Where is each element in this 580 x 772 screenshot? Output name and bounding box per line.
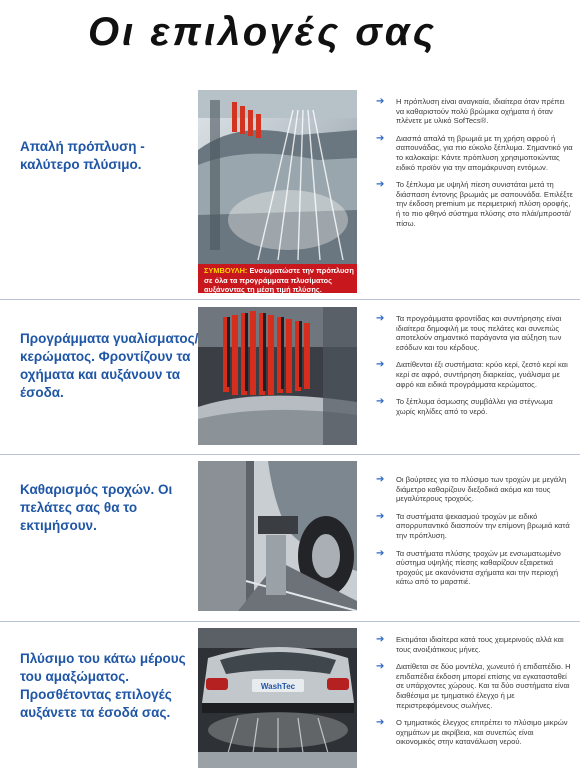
- section-heading-prewash: Απαλή πρόπλυση - καλύτερο πλύσιμο.: [20, 139, 145, 172]
- list-item: ➔ Οι βούρτσες για το πλύσιμο των τροχών με μεγάλη διάμετρο καθαρίζουν διεξοδικά ακόμα και τους μεγαλύτερους τροχούς.: [376, 474, 567, 504]
- list-item: ➔ Η πρόπλυση είναι αναγκαία, ιδιαίτερα όταν πρέπει να καθαριστούν πολύ βρώμικα οχήματα ή όταν πλένετε με υλικό SofTecs®.: [376, 96, 565, 126]
- arrow-right-icon: ➔: [376, 132, 385, 144]
- section-divider: [0, 621, 580, 622]
- arrow-right-icon: ➔: [376, 510, 385, 522]
- arrow-right-icon: ➔: [376, 634, 385, 645]
- bullet-list-wheels: [372, 475, 574, 595]
- bullet-list-prewash: [372, 97, 574, 236]
- list-item: ➔ Τα συστήματα πλύσης τροχών με ενσωματωμένο σύστημα υψηλής πίεσης καθαρίζουν εξαιρετικά τροχούς με ακανόνιστα σχήματα και την περιοχή κάτω από το μαρσπιέ.: [376, 547, 561, 587]
- section-heading-wheels: Καθαρισμός τροχών. Οι πελάτες σας θα το εκτιμήσουν.: [20, 482, 173, 533]
- section-heading-underbody: Πλύσιμο του κάτω μέρους του αμαξώματος. Προσθέτοντας επιλογές αυξάνετε τα έσοδά σας.: [20, 651, 186, 720]
- bullet-list-wax: [372, 314, 574, 424]
- tip-text: Ενσωματώστε την πρόπλυση σε όλα τα προγράμματα πλυσίματος αυξάνοντας τη μέση τιμή πλύσης.: [204, 266, 354, 294]
- list-item: ➔ Διατίθενται έξι συστήματα: κρύο κερί, ζεστό κερί και κερί σε αφρό, συντήρηση διαρκείας, γυάλισμα με αφρό και ειδικά προγράμματα κερώματος.: [376, 359, 568, 389]
- list-item: ➔ Το ξέπλυμα με υψηλή πίεση συνιστάται μετά τη διάσπαση έντονης βρωμιάς με σαπουνάδα. Επιλέξτε την έκδοση premium με περιμετρική πλύση οροφής, ή το πιο φθηνό σύστημα πλύσης στο πλάι/μπροστά/πίσω.: [376, 179, 573, 228]
- arrow-right-icon: ➔: [376, 396, 385, 408]
- bullet-list-underbody: [372, 635, 574, 755]
- arrow-right-icon: ➔: [376, 474, 385, 485]
- plate-text: WashTec: [260, 682, 296, 691]
- list-item: ➔ Εκτιμάται ιδιαίτερα κατά τους χειμερινούς αλλά και τους ανοιξιάτικους μήνες.: [376, 634, 564, 654]
- photo-underbody: [198, 628, 357, 768]
- section-heading-wax: Προγράμματα γυαλίσματος/κερώματος. Φροντίζουν τα οχήματα και αυξάνουν τα έσοδα.: [20, 331, 199, 400]
- photo-prewash: [198, 90, 357, 264]
- arrow-right-icon: ➔: [376, 359, 385, 371]
- section-divider: [0, 299, 580, 300]
- arrow-right-icon: ➔: [376, 96, 385, 107]
- list-item: ➔ Ο τμηματικός έλεγχος επιτρέπει το πλύσιμο μικρών οχημάτων με ακρίβεια, και συνεπώς είναι οικονομικός στην κατανάλωση νερού.: [376, 717, 568, 747]
- arrow-right-icon: ➔: [376, 179, 385, 191]
- list-item: ➔ Τα συστήματα ψεκασμού τροχών με ειδικό απορρυπαντικό διασπούν την επίμονη βρωμιά κατά την πρόπλυση.: [376, 510, 570, 540]
- page-title: Οι επιλογές σας: [88, 10, 437, 54]
- section-divider: [0, 454, 580, 455]
- photo-wax: [198, 307, 357, 445]
- tip-label: ΣΥΜΒΟΥΛΗ:: [204, 266, 248, 275]
- arrow-right-icon: ➔: [376, 717, 385, 729]
- tip-box: [198, 264, 357, 293]
- list-item: ➔ Διασπά απαλά τη βρωμιά με τη χρήση αφρού ή σαπουνάδας, για πιο εύκολο ξέπλυμα. Σημαντικό για το καλοκαίρι: Κάντε πρόπλυση χρησιμοποιώντας ειδικό προϊόν για την απομάκρυνση εντόμων.: [376, 132, 573, 172]
- arrow-right-icon: ➔: [376, 661, 385, 673]
- list-item: ➔ Το ξέπλυμα όσμωσης συμβάλλει για στέγνωμα χωρίς κηλίδες από το νερό.: [376, 396, 553, 416]
- photo-wheels: [198, 461, 357, 611]
- arrow-right-icon: ➔: [376, 313, 385, 324]
- list-item: ➔ Τα προγράμματα φροντίδας και συντήρησης είναι ιδιαίτερα δημοφιλή με τους πελάτες και συνεπώς αποτελούν σημαντικό παράγοντα για αύξηση των εσόδων και του κέρδους.: [376, 313, 562, 352]
- arrow-right-icon: ➔: [376, 547, 385, 559]
- list-item: ➔ Διατίθεται σε δύο μοντέλα, χωνευτό ή επιδαπέδιο. Η επιδαπέδια έκδοση μπορεί επίσης να εγκατασταθεί σε υπάρχοντες χώρους. Και τα δύο συστήματα είναι διαθέσιμα με τμηματικό έλεγχο ή με περιστρεφόμενους σωλήνες.: [376, 661, 571, 710]
